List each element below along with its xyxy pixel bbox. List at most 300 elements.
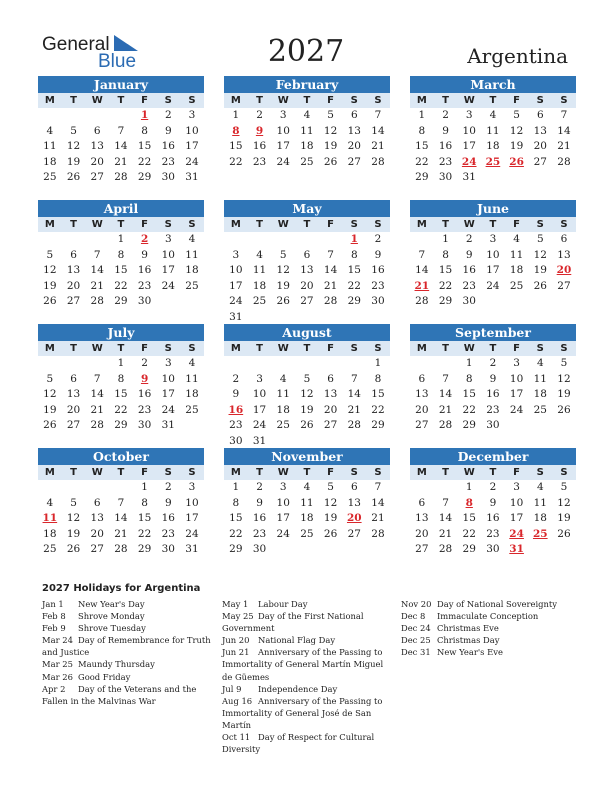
day-cell: 8 (374, 372, 382, 385)
day-cell: 16 (486, 512, 500, 524)
day-cell: 25 (43, 543, 57, 555)
holiday-name: Labour Day (258, 599, 308, 609)
day-cell: 5 (46, 372, 54, 385)
weekday-label: F (327, 95, 335, 106)
empty-cell (295, 356, 319, 372)
holiday-date: Mar 25 (42, 659, 73, 670)
day-cell: 24 (161, 279, 175, 292)
day-cell: 15 (415, 140, 429, 152)
month-title: May (224, 200, 390, 217)
weekday-label: S (536, 219, 544, 230)
day-cell: 17 (509, 388, 524, 400)
holiday-date: Jul 9 (222, 683, 242, 694)
weekday-header (410, 217, 576, 232)
holiday-date: Apr 2 (42, 683, 66, 694)
weekday-label: T (117, 219, 125, 230)
weekday-label: T (256, 467, 263, 478)
day-cell: 29 (462, 543, 476, 555)
holiday-item (42, 610, 214, 622)
day-cell: 17 (462, 140, 476, 152)
day-cell: 8 (141, 496, 148, 509)
day-cell: 2 (256, 109, 263, 121)
day-cell: 16 (252, 512, 267, 524)
day-cell: 3 (188, 481, 196, 493)
day-grid (224, 108, 390, 170)
weekday-label: S (374, 343, 382, 354)
holiday-item (222, 683, 394, 695)
day-cell: 20 (300, 279, 314, 292)
empty-cell (271, 356, 295, 372)
empty-cell (109, 108, 133, 124)
day-cell: 6 (536, 109, 544, 121)
weekday-label: F (513, 467, 521, 478)
holiday-day-cell: 26 (509, 155, 524, 168)
day-cell: 5 (327, 481, 334, 493)
day-cell: 8 (232, 496, 240, 509)
day-cell: 15 (371, 388, 385, 400)
day-cell: 24 (276, 155, 290, 168)
day-cell: 30 (137, 419, 152, 431)
holiday-name: Day of Respect for Cultural Diversity (222, 732, 375, 755)
day-cell: 27 (533, 155, 547, 168)
empty-cell (62, 480, 86, 496)
holiday-day-cell: 2 (140, 233, 149, 245)
month-july (38, 324, 204, 434)
weekday-label: S (374, 219, 382, 230)
day-cell: 7 (442, 496, 449, 509)
weekday-label: T (442, 95, 449, 106)
day-cell: 17 (229, 279, 243, 292)
weekday-label: W (277, 343, 289, 354)
weekday-label: S (374, 95, 382, 106)
weekday-label: T (117, 343, 125, 354)
weekday-label: T (303, 467, 311, 478)
weekday-header (224, 93, 390, 108)
day-cell: 25 (185, 279, 199, 292)
day-cell: 12 (557, 496, 571, 509)
empty-cell (248, 356, 272, 372)
weekday-header (224, 217, 390, 232)
weekday-label: T (303, 219, 311, 230)
day-cell: 28 (347, 419, 361, 431)
day-cell: 14 (371, 124, 385, 137)
empty-cell (271, 232, 295, 248)
weekday-label: S (536, 467, 544, 478)
day-cell: 19 (43, 403, 57, 416)
day-cell: 27 (90, 543, 104, 555)
day-cell: 2 (374, 233, 382, 245)
day-cell: 21 (371, 140, 385, 152)
day-cell: 12 (43, 264, 57, 276)
day-cell: 7 (560, 109, 568, 121)
day-cell: 12 (300, 388, 314, 400)
day-cell: 18 (185, 264, 199, 276)
month-december (410, 448, 576, 558)
day-cell: 23 (486, 527, 500, 540)
weekday-header (410, 341, 576, 356)
holiday-day-cell: 1 (140, 109, 149, 121)
day-cell: 4 (513, 233, 520, 245)
day-cell: 11 (486, 124, 500, 137)
day-cell: 31 (462, 171, 476, 183)
day-cell: 21 (438, 527, 453, 540)
holiday-name: New Year's Eve (437, 647, 503, 658)
holiday-name: Day of the Veterans and the Fallen in the Malvinas War (42, 683, 197, 706)
day-cell: 15 (347, 264, 361, 276)
day-cell: 27 (300, 295, 314, 307)
day-cell: 26 (43, 419, 57, 431)
day-grid (410, 356, 576, 434)
empty-cell (248, 232, 272, 248)
day-cell: 24 (185, 527, 199, 540)
day-cell: 28 (323, 295, 338, 307)
day-cell: 22 (229, 527, 243, 540)
holiday-name: Shrove Monday (78, 611, 145, 622)
day-cell: 4 (536, 481, 544, 493)
day-cell: 14 (415, 264, 429, 276)
day-cell: 22 (462, 403, 476, 416)
month-title: November (224, 448, 390, 465)
day-cell: 24 (252, 419, 267, 431)
day-cell: 8 (117, 372, 125, 385)
day-cell: 16 (486, 388, 500, 400)
holiday-name: National Flag Day (258, 635, 336, 646)
weekday-label: T (256, 343, 263, 354)
day-cell: 25 (43, 171, 57, 183)
day-cell: 2 (256, 481, 263, 493)
holiday-date: Jun 21 (222, 647, 250, 658)
day-grid (38, 480, 204, 558)
holiday-date: Feb 8 (42, 611, 66, 622)
weekday-label: W (277, 95, 289, 106)
weekday-label: W (463, 343, 475, 354)
month-title: August (224, 324, 390, 341)
day-cell: 3 (256, 372, 263, 385)
day-cell: 18 (509, 264, 524, 276)
day-cell: 13 (415, 512, 429, 524)
day-cell: 14 (114, 140, 128, 152)
day-cell: 9 (256, 496, 263, 509)
holiday-date: Mar 24 (42, 635, 73, 646)
day-cell: 28 (438, 543, 453, 555)
day-cell: 27 (347, 155, 361, 168)
day-cell: 25 (300, 155, 314, 168)
day-cell: 14 (114, 512, 128, 524)
day-cell: 6 (70, 372, 77, 385)
day-cell: 6 (327, 372, 334, 385)
day-cell: 30 (371, 295, 385, 307)
day-cell: 29 (114, 419, 128, 431)
day-cell: 21 (371, 512, 385, 524)
holiday-name: Anniversary of the Passing to Immortality of General José de San Martín (222, 695, 383, 730)
weekday-label: T (256, 219, 263, 230)
day-cell: 20 (415, 403, 429, 416)
holiday-name: Christmas Day (437, 635, 500, 646)
day-cell: 5 (327, 109, 334, 121)
day-cell: 29 (137, 171, 152, 183)
month-title: December (410, 448, 576, 465)
weekday-label: F (513, 219, 521, 230)
day-cell: 2 (442, 109, 449, 121)
day-cell: 24 (161, 403, 175, 416)
day-cell: 11 (509, 248, 524, 261)
day-cell: 19 (323, 512, 338, 524)
day-cell: 10 (509, 496, 524, 509)
day-cell: 21 (557, 140, 571, 152)
day-cell: 1 (442, 233, 449, 245)
weekday-label: F (141, 95, 149, 106)
holiday-item (401, 634, 573, 646)
holiday-name: Maundy Thursday (78, 659, 155, 670)
month-october (38, 448, 204, 558)
day-cell: 15 (229, 512, 243, 524)
empty-cell (295, 232, 319, 248)
day-cell: 28 (557, 155, 571, 168)
day-cell: 5 (70, 124, 77, 137)
day-cell: 9 (465, 248, 473, 261)
holiday-date: Dec 8 (401, 611, 426, 622)
holiday-day-cell: 11 (42, 512, 58, 524)
holiday-column (222, 598, 394, 755)
day-cell: 3 (164, 233, 172, 245)
day-cell: 18 (533, 388, 547, 400)
weekday-label: W (91, 95, 103, 106)
empty-cell (62, 356, 86, 372)
holiday-date: Aug 16 (222, 695, 253, 706)
day-cell: 11 (43, 140, 57, 152)
day-cell: 17 (185, 140, 199, 152)
day-cell: 6 (350, 481, 358, 493)
day-cell: 23 (486, 403, 500, 416)
day-cell: 26 (43, 295, 57, 307)
day-cell: 30 (486, 419, 500, 431)
holiday-name: Day of Remembrance for Truth and Justice (42, 635, 211, 658)
day-cell: 6 (350, 109, 358, 121)
weekday-label: S (374, 467, 382, 478)
day-cell: 12 (323, 124, 338, 137)
day-cell: 13 (90, 140, 104, 152)
holiday-day-cell: 20 (556, 264, 572, 276)
day-cell: 4 (303, 109, 311, 121)
weekday-label: M (416, 219, 427, 230)
month-title: February (224, 76, 390, 93)
weekday-label: T (256, 95, 263, 106)
day-cell: 29 (371, 419, 385, 431)
day-cell: 7 (93, 372, 101, 385)
weekday-label: F (141, 219, 149, 230)
day-cell: 30 (161, 543, 175, 555)
day-cell: 13 (347, 124, 361, 137)
day-cell: 17 (486, 264, 500, 276)
day-cell: 19 (43, 279, 57, 292)
day-cell: 18 (185, 388, 199, 400)
day-cell: 1 (232, 481, 240, 493)
holiday-day-cell: 31 (509, 543, 524, 555)
holiday-name: Day of the First National Government (222, 611, 364, 634)
holiday-name: Immaculate Conception (437, 611, 539, 622)
weekday-label: S (164, 467, 172, 478)
day-cell: 9 (232, 388, 240, 400)
day-cell: 18 (300, 512, 314, 524)
day-cell: 7 (442, 372, 449, 385)
empty-cell (410, 232, 434, 248)
weekday-label: T (117, 95, 125, 106)
day-cell: 2 (141, 357, 148, 369)
day-cell: 11 (252, 264, 267, 276)
day-cell: 6 (303, 248, 311, 261)
day-cell: 4 (536, 357, 544, 369)
weekday-label: F (513, 343, 521, 354)
weekday-label: W (463, 95, 475, 106)
day-cell: 10 (185, 496, 199, 509)
day-cell: 30 (252, 543, 267, 555)
day-cell: 12 (66, 140, 81, 152)
day-cell: 14 (90, 388, 104, 400)
weekday-label: T (489, 95, 497, 106)
holiday-day-cell: 9 (140, 372, 149, 385)
day-cell: 21 (347, 403, 361, 416)
day-cell: 15 (462, 512, 476, 524)
empty-cell (342, 356, 366, 372)
empty-cell (434, 480, 458, 496)
day-cell: 15 (114, 264, 128, 276)
day-cell: 12 (43, 388, 57, 400)
empty-cell (224, 356, 248, 372)
holiday-item (42, 622, 214, 634)
day-cell: 22 (229, 155, 243, 168)
empty-cell (410, 480, 434, 496)
empty-cell (62, 108, 86, 124)
day-cell: 17 (276, 140, 290, 152)
day-cell: 30 (462, 295, 476, 307)
day-cell: 3 (513, 357, 520, 369)
weekday-label: T (70, 467, 77, 478)
day-cell: 5 (279, 248, 287, 261)
holiday-item (42, 658, 214, 670)
day-cell: 23 (252, 155, 267, 168)
day-cell: 7 (374, 109, 382, 121)
day-cell: 14 (90, 264, 104, 276)
weekday-label: M (230, 219, 241, 230)
day-cell: 10 (161, 372, 175, 385)
weekday-header (410, 93, 576, 108)
month-august (224, 324, 390, 449)
weekday-label: S (188, 219, 196, 230)
holiday-name: Day of National Sovereignty (437, 599, 557, 609)
day-cell: 16 (462, 264, 476, 276)
holiday-date: Dec 25 (401, 635, 431, 646)
day-cell: 22 (114, 403, 128, 416)
day-cell: 25 (533, 403, 547, 416)
day-cell: 7 (418, 248, 426, 261)
holiday-date: Dec 31 (401, 647, 431, 658)
month-may (224, 200, 390, 325)
day-cell: 16 (137, 388, 152, 400)
day-cell: 1 (232, 109, 240, 121)
holiday-date: Jan 1 (42, 599, 64, 609)
day-cell: 1 (465, 357, 473, 369)
day-cell: 15 (137, 512, 152, 524)
day-cell: 20 (90, 155, 104, 168)
day-cell: 3 (465, 109, 473, 121)
weekday-label: S (350, 95, 358, 106)
day-cell: 3 (279, 481, 287, 493)
day-cell: 26 (323, 527, 338, 540)
day-cell: 18 (276, 403, 290, 416)
day-cell: 5 (46, 248, 54, 261)
day-cell: 10 (161, 248, 175, 261)
day-cell: 29 (462, 419, 476, 431)
weekday-label: W (277, 219, 289, 230)
day-cell: 19 (533, 264, 547, 276)
day-cell: 13 (66, 264, 81, 276)
day-grid (224, 480, 390, 558)
day-cell: 28 (415, 295, 429, 307)
day-cell: 13 (347, 496, 361, 509)
day-cell: 16 (371, 264, 385, 276)
holiday-item (222, 598, 394, 610)
holiday-day-cell: 1 (350, 233, 358, 245)
weekday-label: W (91, 219, 103, 230)
day-cell: 2 (164, 481, 172, 493)
day-cell: 24 (509, 403, 524, 416)
day-cell: 26 (557, 403, 571, 416)
day-cell: 13 (90, 512, 104, 524)
day-cell: 22 (137, 155, 152, 168)
day-cell: 31 (161, 419, 175, 431)
month-january (38, 76, 204, 186)
day-cell: 11 (300, 124, 314, 137)
weekday-header (410, 465, 576, 480)
day-cell: 14 (347, 388, 361, 400)
weekday-label: S (164, 95, 172, 106)
holiday-day-cell: 25 (532, 527, 548, 540)
day-cell: 23 (137, 403, 152, 416)
day-cell: 5 (560, 481, 568, 493)
day-cell: 7 (327, 248, 334, 261)
day-cell: 28 (114, 543, 128, 555)
weekday-label: S (560, 343, 568, 354)
day-cell: 10 (486, 248, 500, 261)
empty-cell (38, 480, 62, 496)
day-cell: 13 (66, 388, 81, 400)
weekday-header (38, 341, 204, 356)
day-cell: 31 (185, 543, 199, 555)
day-cell: 4 (489, 109, 497, 121)
weekday-label: T (70, 343, 77, 354)
day-cell: 6 (70, 248, 77, 261)
day-cell: 7 (350, 372, 358, 385)
holiday-item (401, 646, 573, 658)
day-cell: 27 (415, 419, 429, 431)
logo-general-text: General (42, 34, 110, 55)
month-june (410, 200, 576, 310)
day-cell: 7 (117, 124, 125, 137)
day-cell: 14 (557, 124, 571, 137)
day-cell: 10 (462, 124, 476, 137)
day-cell: 31 (229, 310, 243, 323)
day-cell: 1 (117, 357, 125, 369)
holiday-date: Feb 9 (42, 623, 66, 634)
holiday-name: Anniversary of the Passing to Immortality of General Martín Miguel de Güemes (222, 647, 384, 682)
weekday-label: M (44, 219, 55, 230)
day-cell: 20 (347, 140, 361, 152)
weekday-label: W (91, 343, 103, 354)
day-cell: 18 (43, 527, 57, 540)
day-cell: 13 (557, 248, 571, 261)
day-cell: 20 (66, 403, 81, 416)
holiday-name: New Year's Day (78, 599, 145, 609)
